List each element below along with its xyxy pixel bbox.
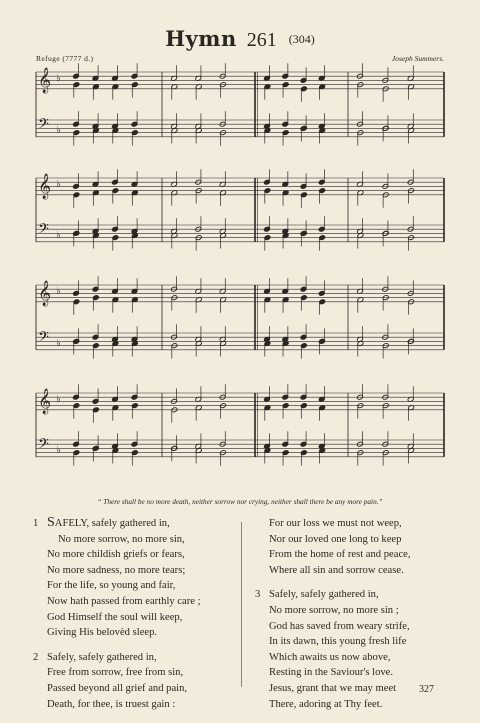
alt-hymn-number: (304) [288,32,315,46]
verse-2-line-7: From the home of rest and peace, [269,549,411,561]
verse-1-line-3: No more childish griefs or fears, [47,549,185,561]
treble-clef: 𝄞 [38,174,52,199]
column-divider [241,522,242,687]
key-flat: ♭ [56,286,61,297]
key-flat: ♭ [56,394,61,405]
verse-1-line-4: No more sadness, no more tears; [47,564,186,576]
verse-1-line-5: For the life, so young and fair, [47,580,176,592]
verse-3-number: 3 [255,589,261,601]
hymn-word: Hymn [165,26,237,51]
verse-3-line-5: Which awaits us now above, [269,651,391,663]
key-flat: ♭ [56,338,61,349]
verse-1-line-7: God Himself the soul will keep, [47,611,183,623]
verse-2-line-1: 2 Safely, safely gathered in, [33,650,233,666]
verse-3-line-2: No more sorrow, no more sin ; [269,604,399,616]
treble-clef: 𝄞 [38,281,52,306]
bass-clef: 𝄢 [38,116,49,136]
verse-2-line-2: Free from sorrow, free from sin, [47,667,184,679]
treble-clef: 𝄞 [38,68,52,93]
tune-name: Refuge (7777 d.) [36,54,94,63]
key-flat: ♭ [56,125,61,136]
verse-3-line-7: Jesus, grant that we may meet [269,682,397,694]
key-flat: ♭ [56,230,61,241]
verse-column-left [33,516,233,712]
key-flat: ♭ [56,179,61,190]
verse-2-line-3: Passed beyond all grief and pain, [47,682,188,694]
verse-1-line-2: No more sorrow, no more sin, [58,533,185,545]
composer-name: Joseph Summers. [391,54,444,63]
verse-1-line-1: 1 SAFELY, safely gathered in, [33,515,170,530]
page-number: 327 [419,684,434,695]
verse-2-line-8: Where all sin and sorrow cease. [269,564,404,576]
verse-3-line-4: In its dawn, this young fresh life [269,636,407,648]
bass-clef: 𝄢 [38,221,49,241]
verse-1-number: 1 [33,518,39,529]
treble-clef: 𝄞 [38,389,52,414]
epigraph: “ There shall be no more death, neither sorrow nor crying, neither shall there be any more pain.” [97,497,383,506]
verse-2-number: 2 [33,651,39,663]
hymn-number: 261 [246,29,277,51]
verse-1-line-6: Now hath passed from earthly care ; [47,595,201,607]
key-flat: ♭ [56,73,61,84]
verse-column-right [255,516,455,712]
bass-clef: 𝄢 [38,329,49,349]
key-flat: ♭ [56,445,61,456]
bass-clef: 𝄢 [38,436,49,456]
verse-3-line-8: There, adoring at Thy feet. [269,698,383,710]
verse-2-line-6: Nor our loved one long to keep [269,533,402,545]
verse-2-line-4: Death, for thee, is truest gain : [47,698,176,710]
verse-3-line-1: 3 Safely, safely gathered in, [255,587,455,603]
verse-1-drop-cap: S [47,515,55,530]
verse-2-line-5: For our loss we must not weep, [269,518,402,529]
verse-3-line-3: God has saved from weary strife, [269,620,410,632]
verse-3-line-6: Resting in the Saviour's love. [269,667,394,679]
verse-1-line-8: Giving His belovèd sleep. [47,627,158,639]
